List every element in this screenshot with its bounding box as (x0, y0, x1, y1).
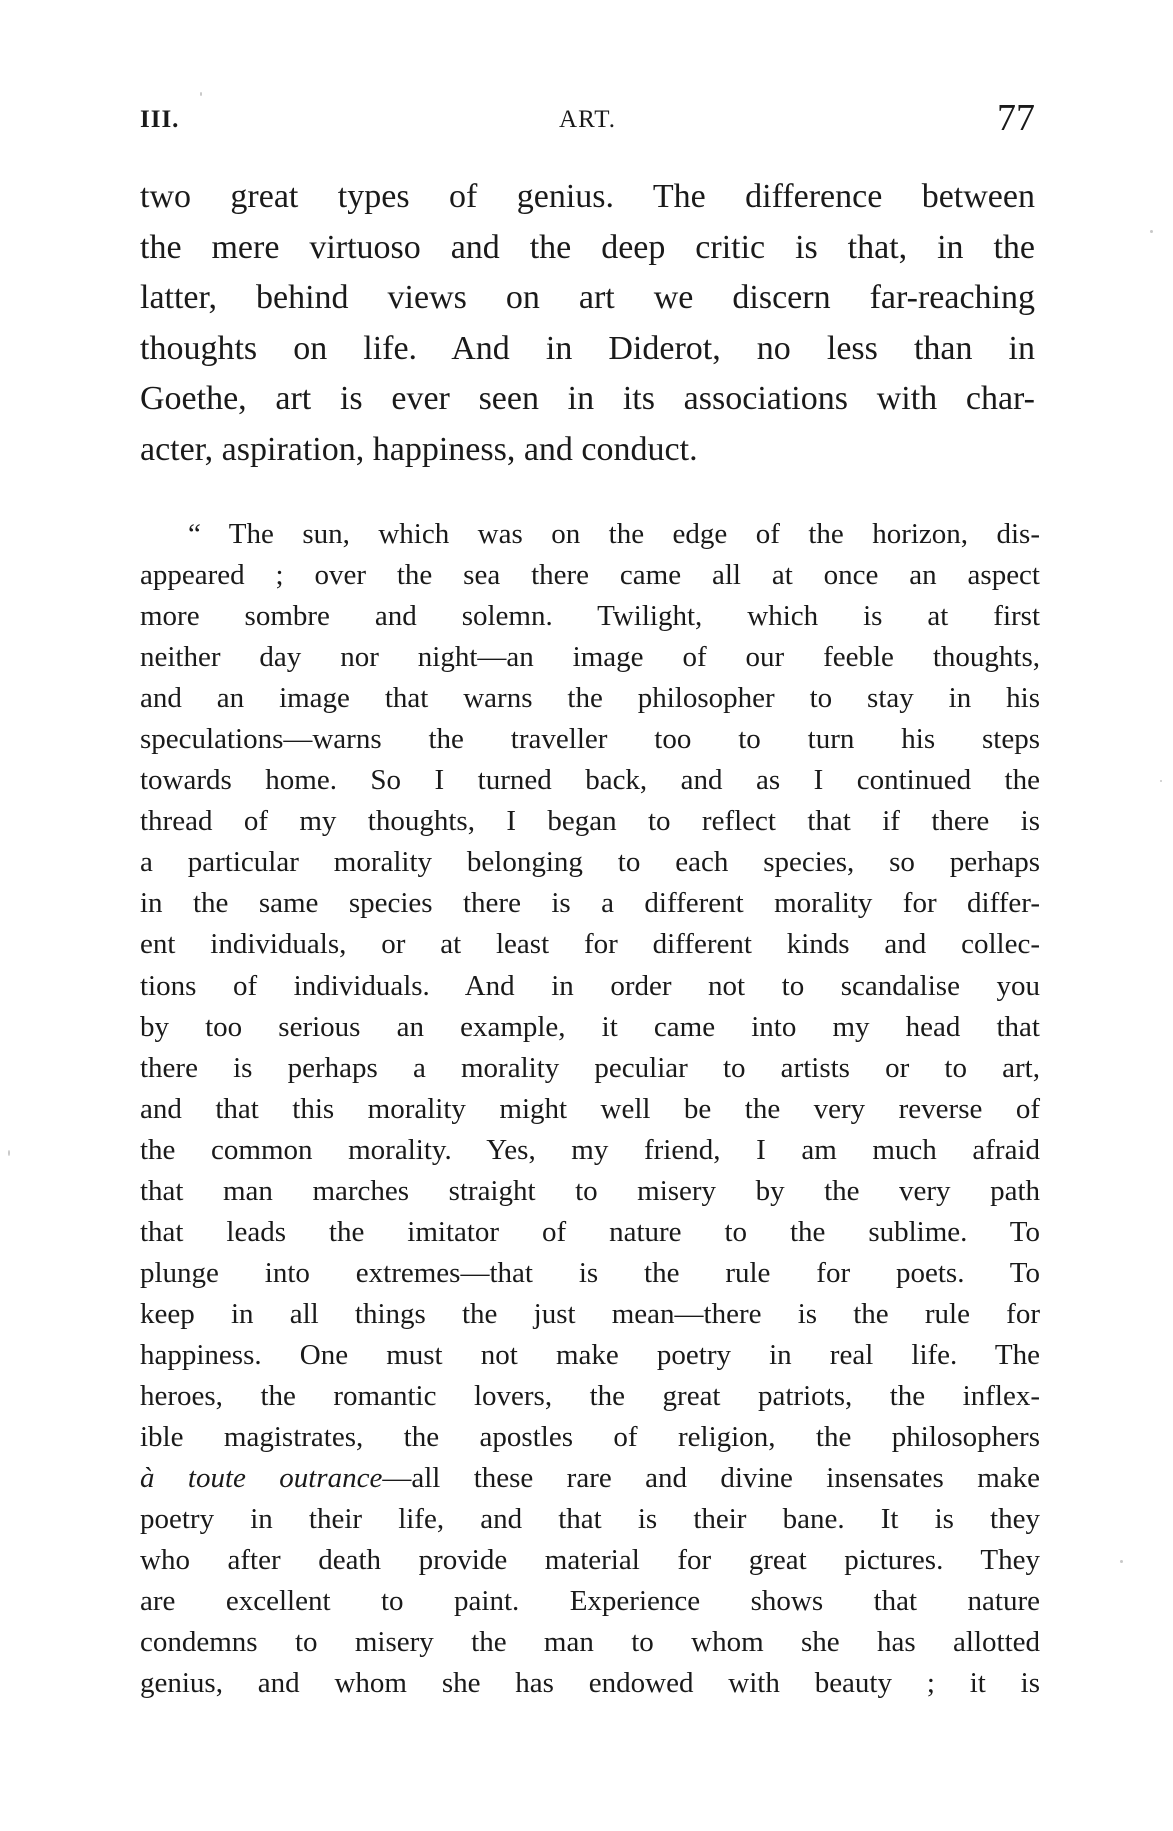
quote-line: keep in all things the just mean—there is the rule for (140, 1297, 1040, 1330)
body-line: acter, aspiration, happiness, and conduct. (140, 430, 698, 468)
quote-line: poetry in their life, and that is their bane. It is they (140, 1503, 1040, 1536)
quote-line: by too serious an example, it came into my head that (140, 1010, 1040, 1043)
quote-line: heroes, the romantic lovers, the great patriots, the inflex- (140, 1379, 1040, 1412)
quote-line: happiness. One must not make poetry in real life. The (140, 1338, 1040, 1371)
quote-line: ible magistrates, the apostles of religion, the philosophers (140, 1421, 1040, 1454)
quote-line: are excellent to paint. Experience shows that nature (140, 1585, 1040, 1618)
quote-line: a particular morality belonging to each species, so perhaps (140, 846, 1040, 879)
quote-line: who after death provide material for great pictures. They (140, 1544, 1040, 1577)
quote-line: appeared ; over the sea there came all at once an aspect (140, 559, 1040, 592)
italic-phrase: à toute outrance (140, 1462, 383, 1495)
scan-speck (1160, 780, 1162, 782)
quote-line: tions of individuals. And in order not to scandalise you (140, 969, 1040, 1002)
quote-line-italic (140, 1458, 1040, 1499)
quote-line: in the same species there is a different morality for differ- (140, 887, 1040, 920)
page-number: 77 (997, 97, 1035, 139)
scan-speck (1150, 230, 1153, 233)
scan-speck (8, 1150, 10, 1156)
quote-line: there is perhaps a morality peculiar to artists or to art, (140, 1051, 1040, 1084)
quote-line: speculations—warns the traveller too to turn his steps (140, 723, 1040, 756)
chapter-number: III. (140, 106, 180, 133)
quote-line: genius, and whom she has endowed with beauty ; it is (140, 1667, 1040, 1700)
quote-line: that leads the imitator of nature to the sublime. To (140, 1215, 1040, 1248)
body-line: latter, behind views on art we discern far-reaching (140, 279, 1035, 316)
quote-line: condemns to misery the man to whom she has allotted (140, 1626, 1040, 1659)
body-line: Goethe, art is ever seen in its associations with char- (140, 380, 1035, 417)
quote-line: more sombre and solemn. Twilight, which is at first (140, 600, 1040, 633)
running-title: ART. (559, 106, 616, 133)
quote-line: neither day nor night—an image of our feeble thoughts, (140, 641, 1040, 674)
scan-speck (200, 92, 202, 96)
quote-line: and an image that warns the philosopher to stay in his (140, 682, 1040, 715)
quote-line: thread of my thoughts, I began to reflect that if there is (140, 805, 1040, 838)
body-line: the mere virtuoso and the deep critic is that, in the (140, 228, 1035, 266)
scan-speck (1120, 1560, 1123, 1563)
block-quotation (140, 514, 1040, 1704)
body-line: thoughts on life. And in Diderot, no less than in (140, 329, 1035, 367)
quote-line-rest: —all these rare and divine insensates make (382, 1462, 1041, 1495)
quote-line: the common morality. Yes, my friend, I am much afraid (140, 1133, 1040, 1166)
quote-line: and that this morality might well be the very reverse of (140, 1092, 1040, 1125)
quote-line: towards home. So I turned back, and as I continued the (140, 764, 1040, 797)
running-head (140, 96, 1035, 144)
quote-line: ent individuals, or at least for different kinds and collec- (140, 928, 1040, 961)
body-paragraph (140, 172, 1035, 475)
body-line: two great types of genius. The difference between (140, 178, 1035, 215)
quote-line: plunge into extremes—that is the rule for poets. To (140, 1256, 1040, 1289)
quote-line: that man marches straight to misery by the very path (140, 1174, 1040, 1207)
quote-line: “ The sun, which was on the edge of the horizon, dis- (188, 518, 1040, 550)
